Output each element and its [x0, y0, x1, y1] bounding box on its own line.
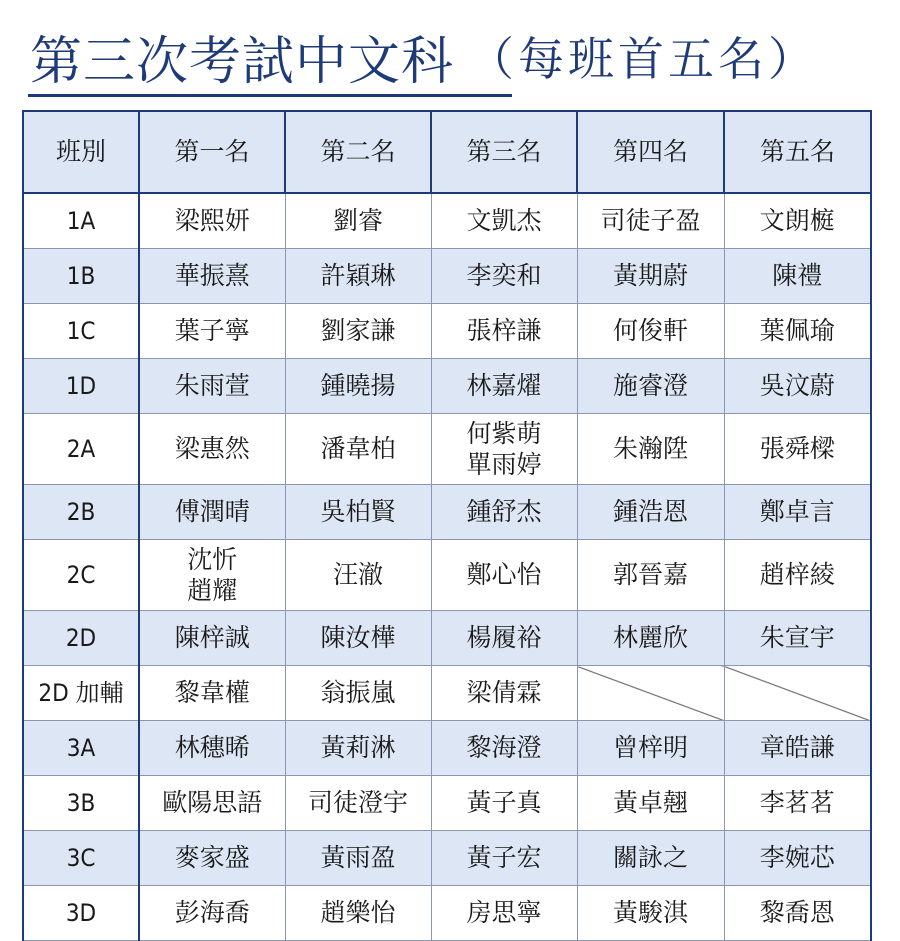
name-cell: 張舜樑 — [724, 414, 871, 485]
class-cell: 2B — [23, 485, 139, 540]
name-line: 單雨婷 — [466, 450, 542, 479]
name-cell: 曾梓明 — [577, 721, 724, 776]
class-cell: 2D 加輔 — [23, 666, 139, 721]
header-rank-1: 第一名 — [139, 111, 285, 193]
title-sub: （每班首五名） — [468, 32, 819, 86]
name-cell: 陳汝樺 — [285, 611, 431, 666]
table-row — [23, 611, 871, 666]
name-cell: 關詠之 — [577, 831, 724, 886]
name-cell: 彭海喬 — [139, 886, 285, 941]
class-cell: 3A — [23, 721, 139, 776]
table-row — [23, 249, 871, 304]
name-cell: 翁振嵐 — [285, 666, 431, 721]
name-cell: 鍾曉揚 — [285, 359, 431, 414]
name-cell: 楊履裕 — [431, 611, 577, 666]
name-cell: 黎喬恩 — [724, 886, 871, 941]
title-underline — [28, 94, 512, 97]
class-cell: 1A — [23, 193, 139, 249]
class-cell: 2A — [23, 414, 139, 485]
name-cell: 文朗榳 — [724, 193, 871, 249]
header-class: 班別 — [23, 111, 139, 193]
name-cell: 葉子寧 — [139, 304, 285, 359]
name-cell: 李奕和 — [431, 249, 577, 304]
name-line: 沈忻 — [187, 544, 238, 574]
class-cell: 1B — [23, 249, 139, 304]
table-row — [23, 886, 871, 941]
table-row — [23, 540, 871, 611]
header-row — [23, 111, 871, 193]
name-cell: 朱宣宇 — [724, 611, 871, 666]
class-cell: 2C — [23, 540, 139, 611]
name-cell: 汪澈 — [285, 540, 431, 611]
name-cell: 林穗晞 — [139, 721, 285, 776]
name-cell: 鄭心怡 — [431, 540, 577, 611]
name-cell: 黃雨盈 — [285, 831, 431, 886]
header-rank-4: 第四名 — [577, 111, 724, 193]
name-cell: 朱瀚陞 — [577, 414, 724, 485]
table-row — [23, 193, 871, 249]
name-cell: 許穎琳 — [285, 249, 431, 304]
name-cell: 黃駿淇 — [577, 886, 724, 941]
name-cell: 房思寧 — [431, 886, 577, 941]
name-cell: 潘韋柏 — [285, 414, 431, 485]
name-cell: 麥家盛 — [139, 831, 285, 886]
name-cell: 章皓謙 — [724, 721, 871, 776]
name-cell: 何俊軒 — [577, 304, 724, 359]
name-cell: 趙梓綾 — [724, 540, 871, 611]
header-rank-5: 第五名 — [724, 111, 871, 193]
title-main: 第三次考試中文科 — [30, 31, 455, 92]
name-cell: 梁熙妍 — [139, 193, 285, 249]
class-cell: 1C — [23, 304, 139, 359]
name-cell: 李茗茗 — [724, 776, 871, 831]
results-table — [22, 110, 872, 941]
name-cell: 吳柏賢 — [285, 485, 431, 540]
name-cell: 吳汶蔚 — [724, 359, 871, 414]
table-body — [23, 193, 871, 941]
name-cell: 陳梓誠 — [139, 611, 285, 666]
class-cell: 3B — [23, 776, 139, 831]
name-cell: 司徒子盈 — [577, 193, 724, 249]
name-cell: 黎韋權 — [139, 666, 285, 721]
name-cell: 文凱杰 — [431, 193, 577, 249]
class-cell: 3D — [23, 886, 139, 941]
table-row — [23, 666, 871, 721]
name-cell: 黎海澄 — [431, 721, 577, 776]
name-cell: 鍾浩恩 — [577, 485, 724, 540]
name-cell: 李婉芯 — [724, 831, 871, 886]
table-row — [23, 831, 871, 886]
name-cell: 劉家謙 — [285, 304, 431, 359]
name-cell: 司徒澄宇 — [285, 776, 431, 831]
table-row — [23, 776, 871, 831]
name-cell: 梁惠然 — [139, 414, 285, 485]
name-cell: 陳禮 — [724, 249, 871, 304]
name-cell: 黃卓翹 — [577, 776, 724, 831]
name-cell: 華振熹 — [139, 249, 285, 304]
name-cell: 梁倩霖 — [431, 666, 577, 721]
name-cell: 張梓謙 — [431, 304, 577, 359]
empty-cell — [577, 666, 724, 721]
name-cell: 黃莉淋 — [285, 721, 431, 776]
class-cell: 2D — [23, 611, 139, 666]
table-row — [23, 359, 871, 414]
name-cell: 黃子真 — [431, 776, 577, 831]
table-row — [23, 485, 871, 540]
name-cell — [139, 540, 285, 611]
header-rank-3: 第三名 — [431, 111, 577, 193]
name-cell: 劉睿 — [285, 193, 431, 249]
name-cell: 歐陽思語 — [139, 776, 285, 831]
name-line: 趙耀 — [187, 576, 238, 605]
header-rank-2: 第二名 — [285, 111, 431, 193]
name-cell: 趙樂怡 — [285, 886, 431, 941]
name-cell: 傅潤晴 — [139, 485, 285, 540]
name-cell: 林嘉燿 — [431, 359, 577, 414]
class-cell: 3C — [23, 831, 139, 886]
name-cell: 葉佩瑜 — [724, 304, 871, 359]
table-row — [23, 304, 871, 359]
empty-cell — [724, 666, 871, 721]
name-cell: 鄭卓言 — [724, 485, 871, 540]
name-cell: 施睿澄 — [577, 359, 724, 414]
table-row — [23, 721, 871, 776]
name-cell: 黃子宏 — [431, 831, 577, 886]
name-cell: 郭晉嘉 — [577, 540, 724, 611]
name-cell: 林麗欣 — [577, 611, 724, 666]
name-cell: 鍾舒杰 — [431, 485, 577, 540]
name-line: 何紫萌 — [466, 418, 542, 448]
name-cell — [431, 414, 577, 485]
table-row — [23, 414, 871, 485]
class-cell: 1D — [23, 359, 139, 414]
name-cell: 朱雨萱 — [139, 359, 285, 414]
name-cell: 黃期蔚 — [577, 249, 724, 304]
page-title — [30, 14, 818, 98]
